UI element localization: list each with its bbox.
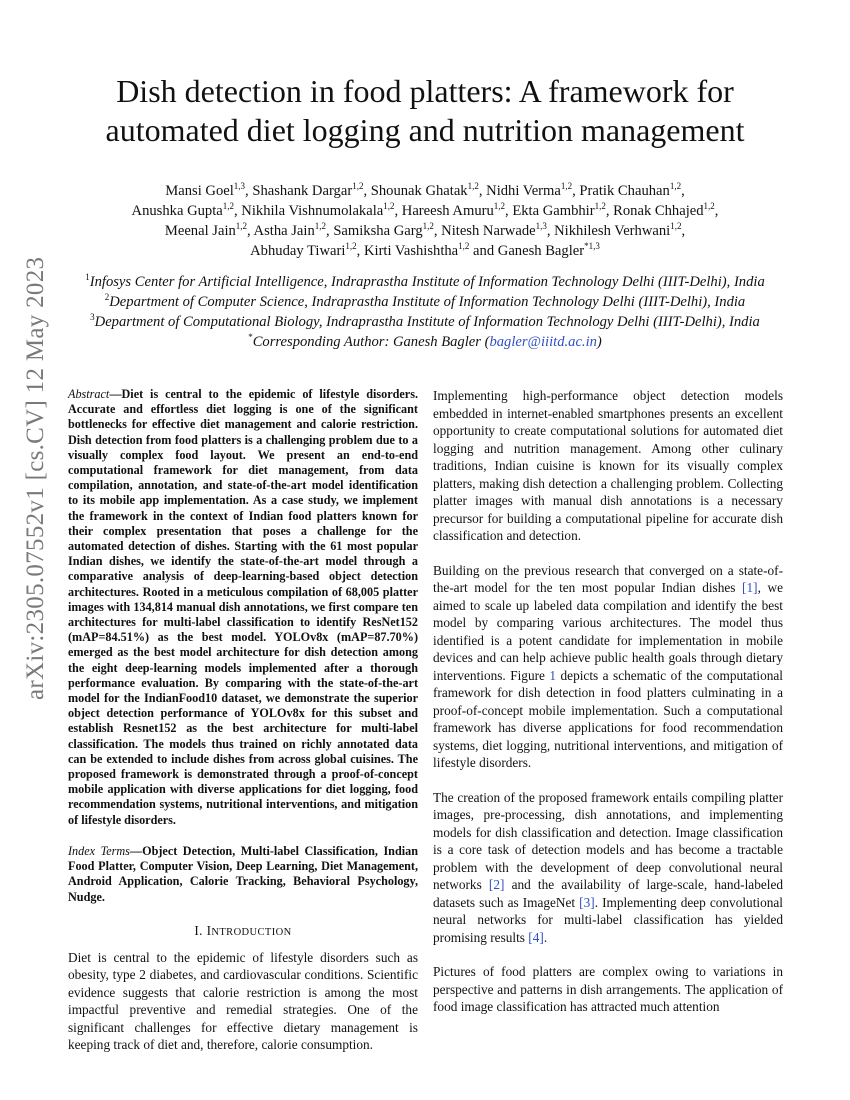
paragraph: Pictures of food platters are complex owing to variations in perspective and patterns in dish arrangements. The application of food image classification has attracted much attention [433, 964, 783, 1014]
right-column [433, 387, 783, 1033]
index-terms: Index Terms—Object Detection, Multi-label Classification, Indian Food Platter, Computer Vision, Deep Learning, Diet Management, Android Application, Calorie Tracking, Behavioral Psychology, Nudge. [68, 843, 418, 904]
author: Ekta Gambhir$^{1,2}$, [512, 201, 614, 219]
author: Hareesh Amuru$^{1,2}$, [401, 201, 513, 219]
paragraph: Implementing high-performance object detection models embedded in internet-enabled smartphones presents an excellent opportunity to create computational solutions for automated diet logging and nutrition management. Among other culinary traditions, Indian cuisine is known for its visually complex platters, making dish detection a challenging problem. Collecting platter images with manual dish annotations is a necessary precursor for building a computational pipeline for accurate dish classification and detection. [433, 388, 783, 543]
author: Pratik Chauhan$^{1,2}$, [579, 181, 685, 199]
citation-link[interactable]: [4] [528, 929, 544, 945]
intro-paragraph-1: Diet is central to the epidemic of lifestyle disorders such as obesity, type 2 diabetes, and cardiovascular conditions. Scientific evidence suggests that calorie restriction is among the most impactful preventive and remedial strategies. One of the significant challenges for effective dietary management is keeping track of diet and, therefore, calorie consumption. [68, 949, 418, 1053]
author: Nitesh Narwade$^{1,3}$, [441, 221, 555, 239]
arxiv-identifier: arXiv:2305.07552v1 [cs.CV] 12 May 2023 [22, 256, 49, 700]
author: Astha Jain$^{1,2}$, [253, 221, 334, 239]
title-line-1: Dish detection in food platters: A framework for [116, 73, 734, 109]
author: Nidhi Verma$^{1,2}$, [486, 181, 580, 199]
author: Abhuday Tiwari$^{1,2}$, [250, 241, 364, 259]
author: Ganesh Bagler$^{*1,3}$ [497, 241, 600, 259]
author: Samiksha Garg$^{1,2}$, [333, 221, 442, 239]
affiliation-1: $^1$Infosys Center for Artificial Intelligence, Indraprastha Institute of Information Technology Delhi (IIIT-Delhi), India [85, 272, 765, 290]
author: Ronak Chhajed$^{1,2}$, [613, 201, 719, 219]
author: Shashank Dargar$^{1,2}$, [252, 181, 371, 199]
left-column [68, 387, 418, 1054]
author: Nikhila Vishnumolakala$^{1,2}$, [241, 201, 402, 219]
author: Kirti Vashishtha$^{1,2}$ and [363, 241, 498, 259]
abstract-label: Abstract [68, 387, 110, 401]
author: Shounak Ghatak$^{1,2}$, [370, 181, 487, 199]
figure-link[interactable]: 1 [549, 667, 557, 683]
index-terms-label: Index Terms [68, 843, 130, 858]
section-heading-introduction: I. INTRODUCTION [194, 922, 292, 938]
citation-link[interactable]: [1] [742, 580, 758, 595]
author: Meenal Jain$^{1,2}$, [164, 221, 254, 239]
affiliations [50, 272, 800, 352]
paragraph: The creation of the proposed framework entails compiling platter images, pre-processing, dish annotations, and implementing models for dish classification and detection. Image classification is a core task of detection models and has become a tractable problem with the development of deep convolutional neural networks [2] and the availability of large-scale, hand-labeled datasets such as ImageNet [3]. Implementing deep convolutional neural networks for multi-label classification has yielded promising results [4]. [433, 789, 783, 945]
affiliation-3: $^3$Department of Computational Biology, Indraprastha Institute of Information Technology Delhi (IIIT-Delhi), India [90, 312, 760, 330]
abstract: Abstract—Diet is central to the epidemic of lifestyle disorders. Accurate and effortless diet logging is one of the significant bottlenecks for effective diet management and calorie restriction. Dish detection from food platters is a challenging problem due to a visually complex food layout. We present an end-to-end computational framework for diet management, from data compilation, annotation, and state-of-the-art model identification to its mobile app implementation. As a case study, we implement the framework in the context of Indian food platters known for their complex presentation that poses a challenge for the automated detection of dishes. Starting with the 61 most popular Indian dishes, we identify the state-of-the-art model through a comparative analysis of deep-learning-based object detection architectures. Rooted in a meticulous compilation of 68,005 platter images with 134,814 manual dish annotations, we first compare ten architectures for multi-label classification to identify ResNet152 (mAP=84.51%) as the best model. YOLOv8x (mAP=87.70%) emerged as the best model architecture for dish detection among the eight deep-learning models implemented after a thorough performance evaluation. By comparing with the state-of-the-art model for the IndianFood10 dataset, we demonstrate the superior object detection performance of YOLOv8x for this subset and establish Resnet152 as the best architecture for multi-label classification. The models thus trained on richly annotated data can be extended to include dishes from across global cuisines. The proposed framework is demonstrated through a proof-of-concept mobile application with diverse applications for diet logging, food recommendation systems, nutritional interventions, and mitigation of lifestyle disorders. [68, 387, 418, 827]
affiliation-2: $^2$Department of Computer Science, Indraprastha Institute of Information Technology Delhi (IIIT-Delhi), India [104, 292, 746, 310]
citation-link[interactable]: [3] [579, 894, 595, 910]
corresponding-author: *Corresponding Author: Ganesh Bagler (bagler@iiitd.ac.in) [248, 332, 602, 350]
author-list [80, 181, 770, 261]
citation-link[interactable]: [2] [488, 877, 505, 892]
author: Anushka Gupta$^{1,2}$, [131, 201, 242, 219]
title-line-2: automated diet logging and nutrition management [105, 112, 745, 148]
paper-title [60, 72, 790, 150]
email-link[interactable]: bagler@iiitd.ac.in [489, 334, 597, 350]
author: Nikhilesh Verhwani$^{1,2}$, [554, 221, 686, 239]
author: Mansi Goel$^{1,3}$, [165, 181, 253, 199]
paragraph: Building on the previous research that converged on a state-of-the-art model for the ten most popular Indian dishes [1], we aimed to scale up labeled data compilation and identify the best model by comparing various architectures. The model thus identified is a potent candidate for implementation in mobile devices and can help achieve public health goals through dietary interventions. Figure 1 depicts a schematic of the computational framework for dish detection in food platters culminating in a proof-of-concept mobile implementation. Such a computational framework has diverse applications for food recommendation systems, diet logging, nutritional interventions, and mitigation of lifestyle disorders. [433, 562, 783, 770]
